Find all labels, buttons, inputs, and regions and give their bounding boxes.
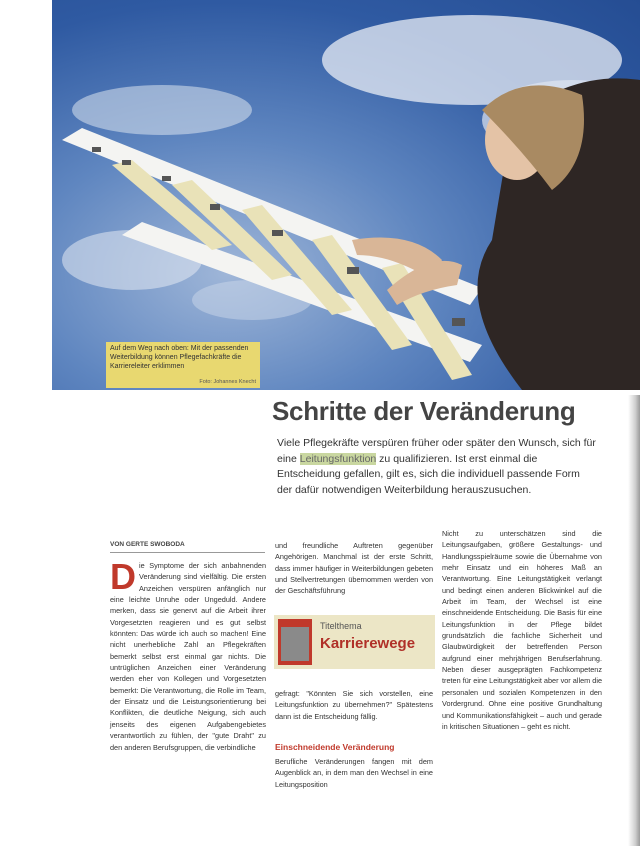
- body-column-2-top: und freundliche Auftreten gegenüber Angehörigen. Manchmal ist der erste Schritt, dass immer häufiger in Weiterbildungen gebeten und Stellvertretungen übernommen werden von der Geschäftsführung: [275, 541, 433, 596]
- body-column-2-bottom: Berufliche Veränderungen fangen mit dem Augenblick an, in dem man den Wechsel in eine Leitungsposition: [275, 757, 433, 789]
- col1-text: ie Symptome der sich anbahnenden Veränderung sind vielfältig. Die ersten Anzeichen verspüren anfänglich nur eine leichte Unruhe oder Ungeduld. Andere merken, dass sie genervt auf die Arbeit ihrer Vorgesetzten reagieren und es gut selbst könnten: Das würde ich auch so machen! Eine nicht unerhebliche Zahl an Pflegekräften bemerkt selbst erst einmal gar nichts. Die untrüglichen Anzeichen einer Veränderung werden eher von Kollegen und Vorgesetzten bemerkt: Die Verantwortung, die Rolle im Team, der Einsatz und die Leistungsorientierung bei Konflikten, die deutliche Neigung, sich auch jenseits des eigenen Aufgabengebietes verantwortlich zu fühlen, der "gute Draht" zu den anderen Berufsgruppen, die verbindliche: [110, 561, 266, 752]
- body-column-1: [110, 556, 266, 753]
- article-lead: [277, 436, 597, 498]
- theme-title: Karrierewege: [320, 635, 416, 652]
- theme-box: [274, 615, 435, 669]
- subheading: Einschneidende Veränderung: [275, 742, 395, 752]
- ladder-illustration: [52, 0, 640, 390]
- theme-label: Titelthema: [320, 621, 362, 631]
- body-column-3: Nicht zu unterschätzen sind die Leitungsaufgaben, größere Gestaltungs- und Handlungsspielräume sowie die Übernahme von mehr Einsatz und ein höheres Maß an Verantwortung. Eine Leitungstätigkeit verlangt und bedingt einen anderen Blickwinkel auf die Arbeit im Team, der Wechsel ist eine einschneidende Entscheidung. Die Basis für eine Leitungsfunktion in der Pflege bildet grundsätzlich die fachliche Sicherheit und Glaubwürdigkeit der betreffenden Person aufgrund einer mehrjährigen Berufserfahrung. Neben dieser ausgeprägten Fachkompetenz treten für eine Leitungstätigkeit aber vor allem die personalen und sozialen Kompetenzen in den Vordergrund. Ohne eine positive Grundhaltung und Kommunikationsfähigkeit – auch und gerade in kritischen Situationen – geht es nicht.: [442, 529, 602, 731]
- photo-caption: [106, 342, 260, 388]
- lead-text-before: Viele Pflegekräfte verspüren früher oder später den Wunsch, sich für eine: [277, 437, 596, 465]
- hero-photo: [52, 0, 640, 390]
- photo-credit: Foto: Johannes Knecht: [199, 379, 256, 385]
- dropcap: D: [110, 556, 136, 597]
- cover-image: [281, 627, 309, 661]
- caption-text: Auf dem Weg nach oben: Mit der passenden Weiterbildung können Pflegefachkräfte die Karriereleiter erklimmen: [110, 345, 249, 370]
- lead-text-after: zu qualifizieren. Ist erst einmal die Entscheidung gefallen, gilt es, sich die individuell passende Form der dafür notwendigen Weiterbildung herauszusuchen.: [277, 452, 580, 496]
- body-column-2-middle: gefragt: "Könnten Sie sich vorstellen, eine Leitungsfunktion zu übernehmen?" Spätestens dann ist die Entscheidung fällig.: [275, 689, 433, 721]
- byline-divider: [110, 552, 265, 553]
- lead-highlight: Leitungsfunktion: [299, 452, 377, 465]
- article-title: Schritte der Veränderung: [272, 396, 576, 426]
- magazine-cover-thumbnail: [278, 619, 312, 665]
- page-edge-shadow: [628, 395, 640, 846]
- byline: VON GERTE SWOBODA: [110, 541, 185, 548]
